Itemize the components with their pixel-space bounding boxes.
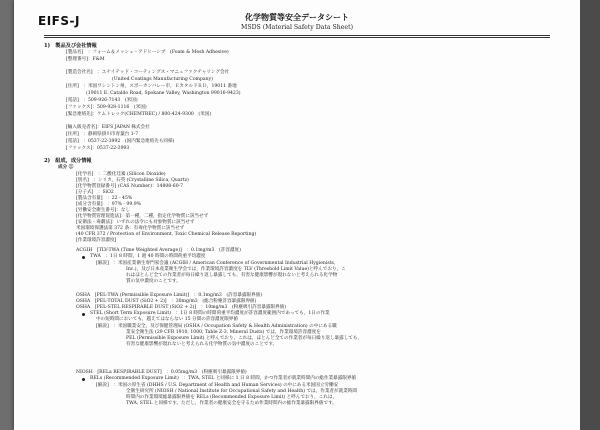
osha-note-3: PEL (Permissible Exposure Limit) と呼んでおり，これは，ほとんど全ての作業者が毎日繰り返し暴露しても， xyxy=(126,336,363,341)
product-name: [製品名] ：フォーム＆メッシュ・アドヒーシブ (Foam & Mesh Adhesive) xyxy=(66,50,229,55)
osha-note-1: [解説] ：米国職業安全，及び保健管理局 (OSHA / Occupation Safety & Health Administration) の中にある職 xyxy=(96,324,337,329)
niosh-note-1: [解説] ：米国の厚生省 (DHHS / U.S. Department of Health and Human Services) の中にある米国国立労働安 xyxy=(96,383,339,388)
osha-note-4: 有害な健康影響が現れないと考えられる化学物質の気中濃度のことです。 xyxy=(126,342,278,347)
manufacturer-address: [住所] ：米国ワシントン州，スポーカンバレー市，ＥカタルドＲＤ，19011 番地 xyxy=(66,84,237,89)
component-label: 成分 ① xyxy=(58,165,74,170)
alias: [別名] ：シリカ，石英 (Crystalline Silica, Quartz) xyxy=(76,178,189,183)
exposure-limits-heading: [作業環境許容濃度] xyxy=(76,238,117,243)
product-content: [製品含有量] ：22 - 45% xyxy=(76,196,133,201)
prtr-law: [化学物質管理促進法]：第一種，二種，指定化学物質に該当せず xyxy=(76,214,209,219)
manufacturer-address-en: (19011 E. Cataldo Road, Spokane Valley, Washington 99016-9423) xyxy=(86,91,241,96)
niosh-note-4: TWA, STEL と同様です。ただし，作業者の健康安全を守るため作業時間内の総作業暴露限界値です。 xyxy=(126,401,337,406)
manufacturer-phone: [電話] ：509-926-7143 (米国) xyxy=(66,98,138,103)
importer-name: [輸入販売者名]：EIFS JAPAN 株式会社 xyxy=(66,125,150,130)
reference-number: [整理番号]：F&M xyxy=(66,57,105,62)
acgih-tlv: ACGIH [TLV-TWA (Time Weighted Average)] ：0.1mg/m3 (許容濃度) xyxy=(76,248,241,253)
title-rule-top xyxy=(44,35,550,36)
document-title: 化学物質等安全データシート xyxy=(245,12,349,22)
title-rule-bottom xyxy=(44,37,550,38)
viewer-background-left xyxy=(0,0,14,430)
stel-definition-2: 中の短時間においても，越えてはならない 15 分間の許容濃度限界値 xyxy=(96,317,238,322)
emergency-contact: [緊急連絡先]：ケムトレック(CHEMTREC) / 800-424-9300 (米国) xyxy=(66,112,212,117)
acgih-note-4: 質の気中濃度のことです。 xyxy=(126,279,181,284)
bullet-icon xyxy=(82,256,85,259)
component-content: [成分含有量] ：97% - 99.9% xyxy=(76,202,142,207)
manufacturer-name-en: (United Coatings Manufacturing Company) xyxy=(112,77,213,82)
acgih-note-1: [解説] ：米国産業衛生専門家会議 (ACGIH / American Conference of Governmental Industrial Hygienists, xyxy=(96,261,336,266)
niosh-rel: NIOSH [RELa RESPIRABLE DUST] ：0.05mg/m3 (粉塵吸引暴露限界値) xyxy=(76,370,247,375)
bullet-icon xyxy=(82,378,85,381)
osha-pel-twa: OSHA [PEL-TWA (Permissible Exposure Limit)] ：0.1mg/m3 (許容暴露限界値) xyxy=(76,293,263,298)
osha-pel-total-dust: OSHA [PEL-TOTAL DUST (SiO2 + 2)] ：30mg/m3 (総合粉塵許容暴露限界値) xyxy=(76,299,257,304)
importer-fax: [ファックス]：0537-22-3993 xyxy=(66,146,130,151)
stel-definition-1: STEL (Short Term Exposure Limit) ：1日 8 時間の時間荷重平均濃度が許容濃度範囲内であっても，1日の作業 xyxy=(90,311,330,316)
niosh-note-2: 全衛生研究所 (NIOSH / National Institute for Occupational Safety and Health) では，作業者が就業時間 xyxy=(126,389,357,394)
bullet-icon xyxy=(82,313,85,316)
twa-definition: TWA ：1日 8 時間，1 週 40 時間の時間荷重平均濃度 xyxy=(90,254,206,259)
manufacturer-name: [製造会社名] ：ユナイテッド・コーティングス・マニュファクチャリング会社 xyxy=(66,70,230,75)
section-1-heading: 1) 製品及び会社情報 xyxy=(44,43,97,49)
niosh-note-3: 時間内の作業環境総暴露限界値を RELs (Recommended Exposure Limit) と呼んでおり，これは， xyxy=(126,395,338,400)
manufacturer-fax: [ファックス]：509-928-1116 (米国) xyxy=(66,105,147,110)
importer-address: [住所] ：静岡県掛川市青葉台 1-7 xyxy=(66,132,139,137)
section-2-heading: 2) 組成，成分情報 xyxy=(44,158,92,164)
acgih-note-2: Inc.)，及び日本産業衛生学会では，作業環境許容濃度を TLV (Threshold Limit Value)と呼んでおり，こ xyxy=(126,267,346,272)
molecular-formula: [分子式] ：SiO2 xyxy=(76,190,114,195)
cfr-reference: (40 CFR 372 / Protection of Environment, Toxic Chemical Release Reporting) xyxy=(76,232,257,237)
epa-372: 米国環境保護法第 372 条：有毒化学物質に該当せず xyxy=(76,226,185,231)
company-logo: EIFS-J xyxy=(38,14,80,28)
document-page xyxy=(14,0,580,430)
safety-number: [労働安全衛生番号]：なし xyxy=(76,208,131,213)
osha-pel-stel: OSHA [PEL-STEL RESPIRABLE DUST (SiO2 + 2)] ：10mg/m3 (粉塵吸引許容暴露限界値) xyxy=(76,305,287,310)
viewer-background-right xyxy=(580,0,600,430)
cas-number: [化学物質登録番号] (CAS Number)：14808-60-7 xyxy=(76,184,184,189)
rels-definition: RELs (Recommended Exposure Limit) ：TWA, STEL と同様に 1 日 8 時間，かつ作業者が就業時間内の総作業暴露限界値 xyxy=(90,376,357,381)
importer-phone: [電話] ：0537-22-3992 (国内緊急連絡先も同様) xyxy=(66,139,175,144)
poison-law: [安衛法・毒劇法]：いずれの法令にも対象物質に該当せず xyxy=(76,220,195,225)
document-subtitle: MSDS (Material Safety Data Sheet) xyxy=(241,24,353,31)
osha-note-2: 業安全衛生法 (29 CFR 1910, 1000, Table Z-3, Mineral Dusts) では，作業環境許容濃度を xyxy=(126,330,321,335)
chemical-name: [化学名] ：二酸化珪素 (Silicon Dioxide) xyxy=(76,172,166,177)
acgih-note-3: れはほとんど全ての作業者が毎日繰り返し暴露しても，有害な健康影響が現れないと考えられる化学物 xyxy=(126,273,338,278)
